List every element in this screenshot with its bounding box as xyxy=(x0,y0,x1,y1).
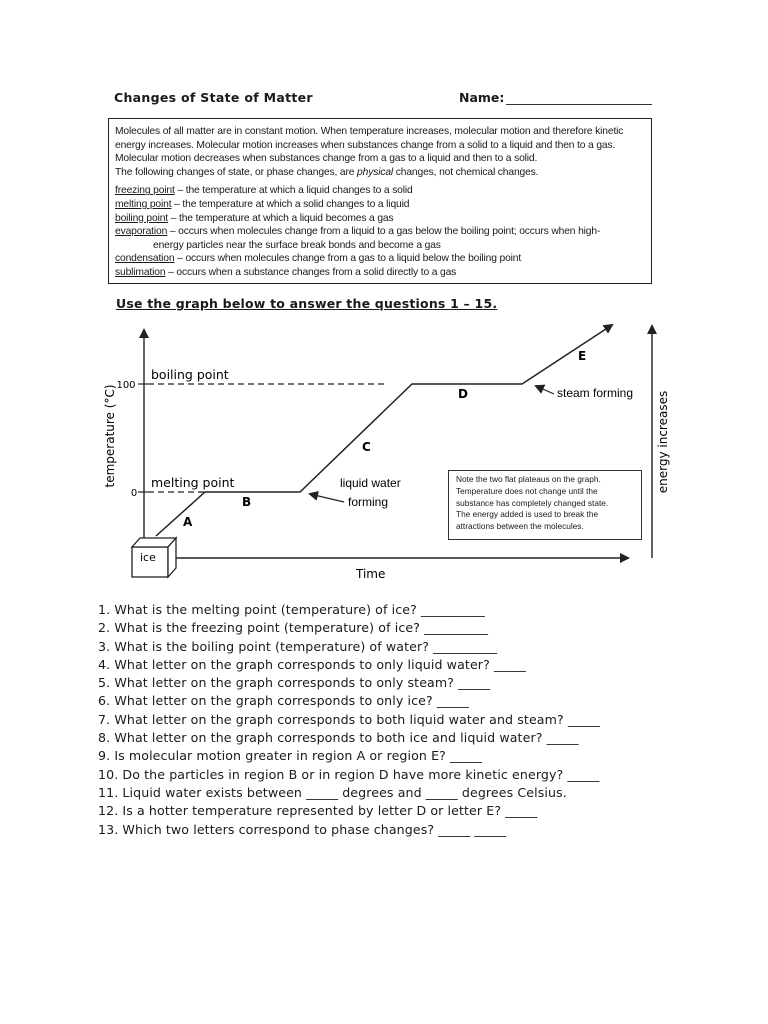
tick-label-0: 0 xyxy=(130,488,138,499)
question-13[interactable]: 13. Which two letters correspond to phase changes? _____ _____ xyxy=(98,821,507,837)
tick-label-100: 100 xyxy=(116,380,136,391)
region-letter-b: B xyxy=(242,495,252,509)
definition-term: sublimation xyxy=(115,266,166,278)
liquid-water-arrow xyxy=(310,494,344,502)
note-line: Temperature does not change until the xyxy=(456,485,598,496)
definition-text: – occurs when a substance changes from a solid directly to a gas xyxy=(165,266,457,278)
definition-term: melting point xyxy=(115,198,172,210)
region-letter-d: D xyxy=(458,387,468,401)
note-line: attractions between the molecules. xyxy=(456,521,584,532)
x-axis-label: Time xyxy=(356,567,386,581)
intro-line: energy increases. Molecular motion increases when substances change from a solid to a liquid and then to a gas. xyxy=(115,139,616,151)
liquid-water-label-forming: forming xyxy=(348,495,389,509)
question-8[interactable]: 8. What letter on the graph corresponds to both ice and liquid water? _____ xyxy=(98,730,579,746)
liquid-water-label: liquid water xyxy=(340,476,401,490)
question-11[interactable]: 11. Liquid water exists between _____ degrees and _____ degrees Celsius. xyxy=(98,784,567,800)
question-4[interactable]: 4. What letter on the graph corresponds to only liquid water? _____ xyxy=(98,656,526,672)
question-9[interactable]: 9. Is molecular motion greater in region A or region E? _____ xyxy=(98,748,483,764)
note-line: substance has completely changed state. xyxy=(456,497,609,508)
definition-text: – occurs when molecules change from a gas to a liquid below the boiling point xyxy=(174,253,522,265)
question-6[interactable]: 6. What letter on the graph corresponds to only ice? _____ xyxy=(98,693,469,709)
boiling-point-label: boiling point xyxy=(151,367,229,382)
question-7[interactable]: 7. What letter on the graph corresponds to both liquid water and steam? _____ xyxy=(98,711,600,727)
definition-term: boiling point xyxy=(115,212,169,224)
ice-label: ice xyxy=(140,551,156,564)
question-2[interactable]: 2. What is the freezing point (temperature) of ice? __________ xyxy=(98,620,489,636)
steam-forming-label: steam forming xyxy=(557,386,634,400)
region-letter-e: E xyxy=(578,349,587,363)
intro-line: Molecules of all matter are in constant motion. When temperature increases, molecular motion and therefore kinetic xyxy=(115,126,624,137)
region-letter-a: A xyxy=(183,515,193,529)
definition-term: evaporation xyxy=(115,226,168,238)
question-10[interactable]: 10. Do the particles in region B or in region D have more kinetic energy? _____ xyxy=(98,766,600,782)
name-label: Name: xyxy=(459,90,505,105)
definition-term: condensation xyxy=(115,253,175,265)
intro-line: Molecular motion decreases when substances change from a gas to a liquid and then to a solid. xyxy=(115,153,538,165)
note-line: The energy added is used to break the xyxy=(456,509,599,520)
melting-point-label: melting point xyxy=(151,475,235,490)
definition-text: energy particles near the surface break bonds and become a gas xyxy=(153,239,441,251)
graph-instruction: Use the graph below to answer the questions 1 – 15. xyxy=(116,296,498,311)
definition-text: – the temperature at which a liquid becomes a gas xyxy=(168,212,394,224)
note-line: Note the two flat plateaus on the graph. xyxy=(456,474,601,484)
definition-text: – the temperature at which a liquid changes to a solid xyxy=(174,185,413,197)
y-axis-label: temperature (°C) xyxy=(103,384,117,488)
page-title: Changes of State of Matter xyxy=(114,90,313,105)
energy-axis-label: energy increases xyxy=(656,390,670,494)
questions-list xyxy=(98,601,600,839)
region-letter-c: C xyxy=(362,440,371,454)
definition-text: – the temperature at which a solid changes to a liquid xyxy=(171,198,410,210)
intro-line: The following changes of state, or phase changes, are physical changes, not chemical changes. xyxy=(115,166,539,178)
steam-forming-arrow xyxy=(536,386,554,394)
definition-text: – occurs when molecules change from a liquid to a gas below the boiling point; occurs when high- xyxy=(167,226,601,238)
question-12[interactable]: 12. Is a hotter temperature represented by letter D or letter E? _____ xyxy=(98,803,538,819)
question-5[interactable]: 5. What letter on the graph corresponds to only steam? _____ xyxy=(98,675,491,691)
note-box xyxy=(448,470,642,540)
definition-term: freezing point xyxy=(115,185,175,197)
question-1[interactable]: 1. What is the melting point (temperature) of ice? __________ xyxy=(98,602,485,617)
question-3[interactable]: 3. What is the boiling point (temperature) of water? __________ xyxy=(98,638,498,654)
